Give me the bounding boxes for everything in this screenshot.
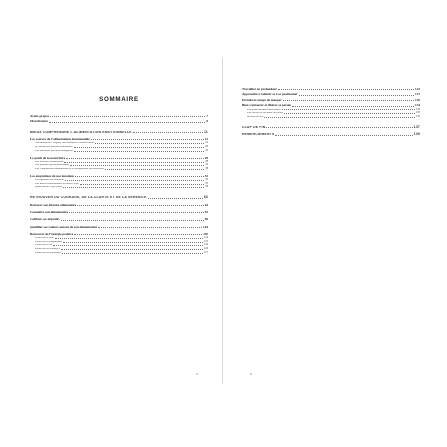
toc-entry-title: Investir en soi [247,116,263,119]
toc-entry-title: Les indices émotionnels de notre corps [35,182,79,185]
toc-entry-title: Zoom sur le magnésium [35,240,63,243]
toc-entry-title: Les pensées qui empoisonnent [35,164,70,167]
dot-leader [74,147,205,148]
toc-entry-page: 116 [203,247,208,251]
toc-entry-page: 58 [205,185,208,189]
toc-section-title: MIEUX COMPRENDRE L’ALIMENTATION ÉMOTIONNELLE [30,130,132,134]
dot-leader [62,253,203,254]
toc-entry-page: 135 [415,111,420,115]
toc-subentry[interactable] [35,237,208,240]
toc-entry[interactable] [30,157,208,160]
right-page [242,58,420,388]
dot-leader [264,117,415,118]
dot-leader [61,220,204,221]
toc-subentry[interactable] [35,179,208,182]
toc-entry-page: 139 [413,132,420,137]
toc-list-left [30,115,208,255]
toc-entry-page: 11 [204,129,208,134]
dot-leader [95,143,204,144]
toc-entry-title: Prendre le temps de manger [242,98,282,102]
toc-entry-page: 110 [203,231,208,236]
toc-section[interactable] [242,126,420,129]
dot-leader [266,127,412,128]
toc-subentry[interactable] [35,150,208,153]
toc-entry-page: 8 [206,119,208,124]
toc-entry[interactable] [30,218,208,221]
dot-leader [61,249,203,250]
toc-entry-title: Retracer son histoire alimentaire [30,203,77,207]
toc-entry-page: 98 [204,217,208,222]
dot-leader [65,180,204,181]
toc-entry-title: Les empreintes de nos émotions [30,174,75,178]
toc-entry-page: 12 [205,141,208,145]
toc-entry-title: Le poids de la nourriture [30,156,66,160]
toc-entry-title: Qualifier ses valeurs autour de son alimentation [30,225,98,229]
toc-entry[interactable] [30,233,208,236]
toc-entry-title: La digestion des émotions [35,179,65,182]
toc-subentry[interactable] [35,252,208,255]
toc-entry[interactable] [30,115,208,118]
toc-section-title: RETROUVER DU COURAGE, DE LA CLARTÉ ET DE LA SÉRÉNITÉ [30,196,147,200]
toc-entry[interactable] [242,104,420,107]
dot-leader [66,158,203,159]
toc-list-right [242,88,420,137]
toc-entry-title: Zoom sur les protéines [35,251,61,254]
dot-leader [63,187,204,188]
toc-entry-title: Travailler en profondeur [242,88,277,91]
toc-entry-page: 7 [206,114,208,118]
toc-entry-title: Les troubles alimentaires [35,160,64,163]
toc-entry-page: 114 [203,236,208,240]
toc-entry[interactable] [30,175,208,178]
toc-entry-page: 38 [205,167,208,171]
dot-leader [74,151,204,152]
toc-subentry[interactable] [35,142,208,145]
toc-section-title: REMERCIEMENTS [242,133,275,137]
toc-entry-title: Quand notre corps parle [35,186,62,189]
toc-entry-page: 135 [415,115,420,119]
toc-entry-page: 64 [204,202,208,207]
dot-leader [55,238,203,239]
toc-entry-page: 122 [415,87,420,91]
toc-entry-page: 35 [205,163,208,167]
dot-leader [80,184,205,185]
toc-entry-page: 28 [205,159,208,163]
toc-entry-title: Nos émotions : origine, mécanismes et classification [35,142,94,145]
toc-entry[interactable] [242,93,420,96]
toc-entry-page: 134 [415,107,420,111]
toc-entry-title: Zoom sur les oméga-3 [35,248,61,251]
toc-entry-page: 92 [204,209,208,214]
toc-entry-page: 20 [205,145,208,149]
toc-subentry[interactable] [35,146,208,149]
dot-leader [148,198,203,199]
toc-entry-page: 117 [203,250,208,254]
toc-entry-page: 104 [203,224,208,229]
toc-entry-page: 130 [415,97,420,102]
toc-entry-page: 55 [205,181,208,185]
toc-entry-title: Connaître son alimentation [30,210,69,214]
toc-entry[interactable] [30,138,208,141]
dot-leader [63,242,203,243]
toc-entry-title: Zoom sur le fer [35,244,53,247]
toc-section[interactable] [30,131,208,134]
toc-entry-page: 137 [413,124,420,129]
toc-entry[interactable] [242,88,420,91]
toc-entry-title: Mon histoire [30,120,48,124]
dot-leader [64,162,204,163]
dot-leader [49,122,205,123]
toc-entry-title: Les sources de l’alimentation émotionnelle [30,138,90,142]
toc-subentry[interactable] [35,241,208,244]
toc-entry-title: Les compulsions alimentaires et le dérèglement des émotions [35,168,104,171]
dot-leader [77,205,203,206]
toc-entry[interactable] [30,226,208,229]
dot-leader [53,245,203,246]
toc-subentry[interactable] [35,164,208,167]
dot-leader [292,106,414,107]
dot-leader [69,212,203,213]
toc-entry-page: 63 [203,195,208,200]
toc-subentry[interactable] [247,112,420,115]
dot-leader [278,89,414,90]
toc-entry-page: 23 [205,148,208,152]
toc-entry-title: Les cercles et les lieux de parole [247,112,284,115]
toc-entry-page: 12 [204,137,208,142]
toc-entry-title: Calibrer ses objectifs [30,218,60,222]
toc-entry-page: 28 [204,155,208,160]
toc-subentry[interactable] [247,109,420,112]
left-page [30,58,208,388]
toc-entry-title: Ces émotions qui nous mangeront [35,149,74,152]
toc-entry-page: 127 [415,92,420,97]
dot-leader [91,139,204,140]
toc-subentry[interactable] [35,161,208,164]
page-number: 6 [250,372,252,376]
toc-section[interactable] [30,196,208,199]
toc-entry-page: 115 [203,239,208,243]
dot-leader [75,176,203,177]
page-title: SOMMAIRE [99,96,139,103]
toc-section[interactable] [242,133,420,136]
dot-leader [98,227,202,228]
toc-entry-title: Bien s’entourer et libérer sa parole [242,104,291,108]
dot-leader [133,132,203,133]
toc-entry-page: 134 [415,103,420,108]
toc-subentry[interactable] [247,116,420,119]
dot-leader [74,234,202,235]
toc-entry[interactable] [30,204,208,207]
toc-subentry[interactable] [35,168,208,171]
toc-entry-title: Avant-propos [30,115,50,118]
toc-entry[interactable] [30,120,208,123]
gutter-divider [222,58,223,384]
toc-entry-title: Les professionnels spécialisés [247,108,281,111]
dot-leader [50,116,205,117]
dot-leader [105,169,205,170]
toc-entry-title: Retrouver de l’énergie positive [30,232,74,236]
toc-entry-title: Zoom sur le zinc [35,237,54,240]
toc-subentry[interactable] [35,244,208,247]
dot-leader [299,95,414,96]
toc-entry-title: À chacun son identité alimentaire [35,146,73,149]
toc-entry-page: 116 [203,243,208,247]
page-number: 5 [196,372,198,376]
toc-subentry[interactable] [35,186,208,189]
dot-leader [283,100,414,101]
toc-subentry[interactable] [35,183,208,186]
toc-section-title: CLAP DE FIN [242,125,266,129]
toc-entry-title: Apprendre à ralentir et à se positionner [242,93,298,97]
toc-entry-page: 52 [205,178,208,182]
toc-entry-page: 52 [204,173,208,178]
dot-leader [282,109,415,110]
dot-leader [275,135,412,136]
dot-leader [284,113,414,114]
toc-entry[interactable] [242,99,420,102]
toc-entry[interactable] [30,211,208,214]
toc-subentry[interactable] [35,248,208,251]
dot-leader [70,165,204,166]
